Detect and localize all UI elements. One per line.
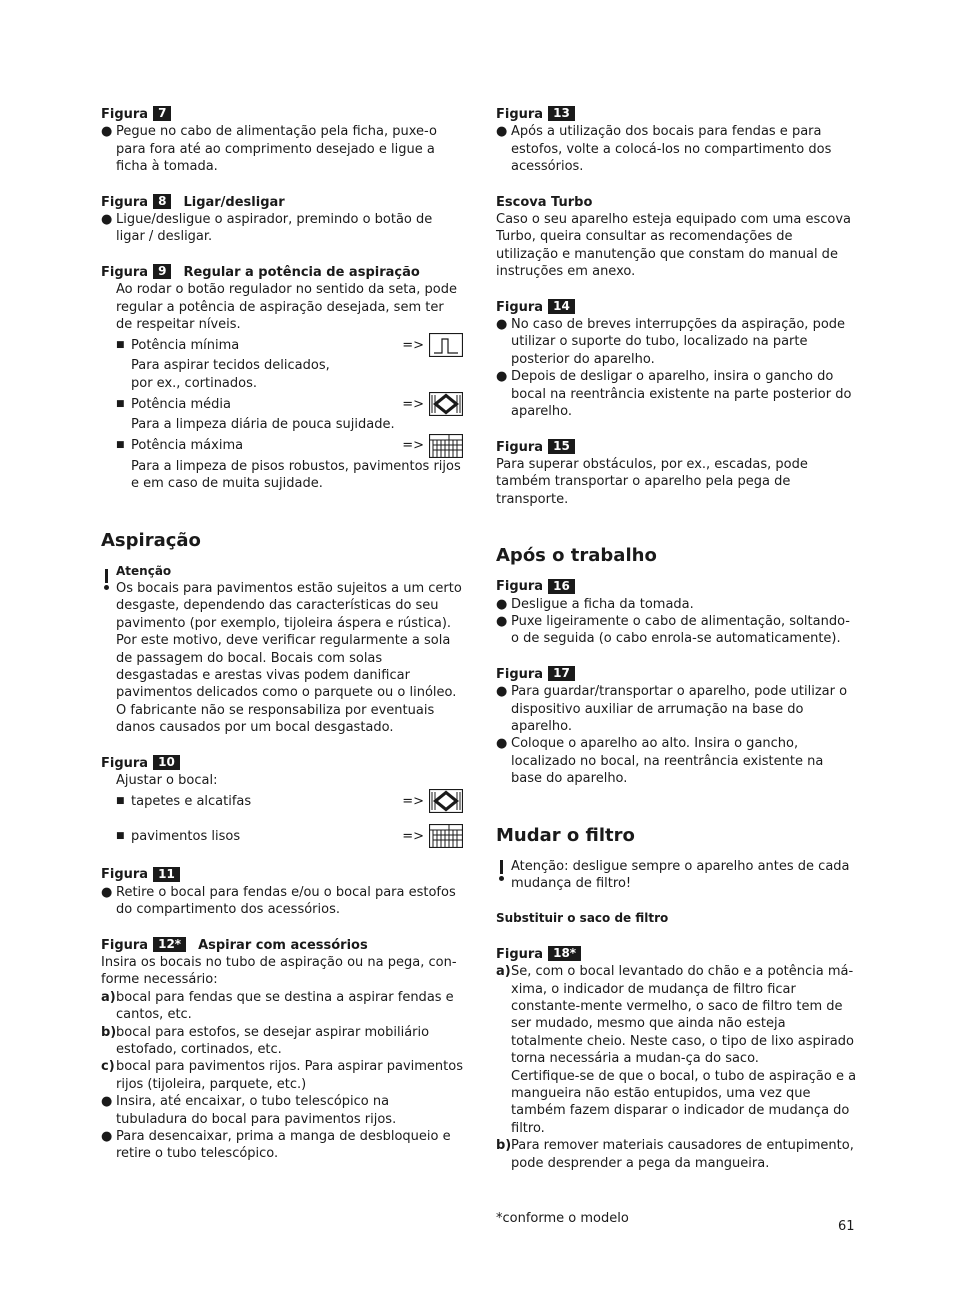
figure-16-heading: Figura 16 <box>496 578 858 595</box>
figure-14-heading: Figura 14 <box>496 299 858 316</box>
page-number: 61 <box>838 1219 855 1234</box>
minimum-power-icon <box>429 333 463 357</box>
bullet-item: ● No caso de breves interrupções da aspiração, pode utilizar o suporte do tubo, localizado na parte posterior do aparelho. <box>496 317 846 367</box>
figure-17-heading: Figura 17 <box>496 666 858 683</box>
bullet-item: ● Desligue a ficha da tomada. <box>496 596 694 612</box>
figure-12-heading: Figura 12* Aspirar com acessórios <box>101 937 368 953</box>
figure-15-heading: Figura 15 <box>496 439 858 456</box>
paragraph: Para a limpeza diária de pouca sujidade. <box>131 417 395 433</box>
hard-floor-icon <box>429 434 463 458</box>
list-item: b) Para remover materiais causadores de entupimento, pode desprender a pega da mangueira. <box>496 1138 854 1171</box>
paragraph: Para aspirar tecidos delicados, por ex., cortinados. <box>131 358 330 391</box>
paragraph: Ao rodar o botão regulador no sentido da seta, pode regular a potência de aspiração desejada, sem ter de respeitar níveis. <box>116 282 457 333</box>
nozzle-option-hard-floor: ■ pavimentos lisos => <box>116 824 463 848</box>
hard-floor-icon <box>429 824 463 848</box>
section-heading-aspiracao: Aspiração <box>101 529 201 551</box>
list-item: a) bocal para fendas que se destina a aspirar fendas e cantos, etc. <box>101 989 454 1023</box>
bullet-item: ● Retire o bocal para fendas e/ou o bocal para estofos do compartimento dos acessórios. <box>101 884 456 918</box>
figure-7-heading: Figura 7 <box>101 106 463 123</box>
figure-number-badge: 10 <box>153 755 180 770</box>
paragraph: Para superar obstáculos, por ex., escadas, pode também transportar o aparelho pela pega de transporte. <box>496 456 808 507</box>
paragraph: Ajustar o bocal: <box>116 772 218 788</box>
left-column <box>101 106 463 1163</box>
figure-number-badge: 12* <box>153 937 186 952</box>
warning-icon <box>496 858 511 893</box>
paragraph: Caso o seu aparelho esteja equipado com uma escova Turbo, queira consultar as recomendações de utilização e manutenção que constam do manual de instruções em anexo. <box>496 212 851 280</box>
power-level-minimum: ■ Potência mínima => <box>116 333 463 357</box>
figure-number-badge: 8 <box>153 194 171 209</box>
section-heading-mudar-filtro: Mudar o filtro <box>496 824 635 846</box>
attention-note: Atenção: desligue sempre o aparelho antes de cada mudança de filtro! <box>496 858 858 893</box>
carpet-diamond-icon <box>429 392 463 416</box>
carpet-diamond-icon <box>429 789 463 813</box>
figure-title: Ligar/desligar <box>183 194 285 210</box>
attention-note: Atenção Os bocais para pavimentos estão sujeitos a um certo desgaste, dependendo das características do seu pavimento (por exemplo, tijoleira áspera e rústica). Por este motivo, deve verificar regularmente a sola de passagem do bocal. Bocais com solas desgastadas e arestas vivas podem danificar pavimentos delicados como o parquete ou o linóleo. O fabricante não se responsabiliza por eventuais danos causados por um bocal desgastado. <box>101 563 463 737</box>
figure-18-heading: Figura 18* <box>496 946 858 963</box>
subsection-title: Substituir o saco de filtro <box>496 911 669 926</box>
bullet-item: ● Para desencaixar, prima a manga de desbloqueio e retire o tubo telescópico. <box>101 1129 451 1162</box>
bullet-item: ● Puxe ligeiramente o cabo de alimentação, soltando-o de seguida (o cabo enrola-se automaticamente). <box>496 613 850 647</box>
figure-9-heading: Figura 9 Regular a potência de aspiração <box>101 264 420 280</box>
footnote: *conforme o modelo <box>496 1211 629 1226</box>
figure-8-heading: Figura 8 Ligar/desligar <box>101 194 285 210</box>
paragraph: Para a limpeza de pisos robustos, pavimentos rijos e em caso de muita sujidade. <box>131 458 461 492</box>
bullet-item: ● Após a utilização dos bocais para fendas e para estofos, volte a colocá-los no compartimento dos acessórios. <box>496 124 832 175</box>
figure-title: Regular a potência de aspiração <box>183 264 420 280</box>
power-level-maximum: ■ Potência máxima => <box>116 434 463 458</box>
figure-11-heading: Figura 11 <box>101 866 463 883</box>
list-item: c) bocal para pavimentos rijos. Para aspirar pavimentos rijos (tijoleira, parquete, etc.) <box>101 1059 463 1092</box>
figure-number-badge: 11 <box>153 867 180 882</box>
figure-number-badge: 17 <box>548 666 575 681</box>
figure-number-badge: 15 <box>548 439 575 454</box>
figure-title: Aspirar com acessórios <box>198 937 368 953</box>
bullet-item: ● Para guardar/transportar o aparelho, pode utilizar o dispositivo auxiliar de arrumação na base do aparelho. <box>496 684 848 734</box>
list-item: b) bocal para estofos, se desejar aspirar mobiliário estofado, cortinados, etc. <box>101 1024 430 1058</box>
figure-number-badge: 13 <box>548 106 575 121</box>
power-level-medium: ■ Potência média => <box>116 392 463 416</box>
bullet-item: ● Ligue/desligue o aspirador, premindo o botão de ligar / desligar. <box>101 212 433 245</box>
list-item: a) Se, com o bocal levantado do chão e a potência má-xima, o indicador de mudança de filtro ficar constante-mente vermelho, o saco de filtro tem de ser mudado, mesmo que ainda não esteja totalmente cheio. Neste caso, o tipo de lixo aspirado torna necessária a mudan-ça do saco. Certifique-se de que o bocal, o tubo de aspiração e a mangueira não estão entupidos, uma vez que também fazem disparar o indicador de mudança do filtro. <box>496 964 857 1136</box>
paragraph: Insira os bocais no tubo de aspiração ou na pega, con-forme necessário: <box>101 955 457 988</box>
bullet-item: ● Insira, até encaixar, o tubo telescópico na tubuladura do bocal para pavimentos rijos. <box>101 1094 397 1127</box>
figure-number-badge: 7 <box>153 106 171 121</box>
section-heading-apos-trabalho: Após o trabalho <box>496 545 657 567</box>
figure-number-badge: 18* <box>548 946 581 961</box>
figure-number-badge: 16 <box>548 579 575 594</box>
turbo-brush-title: Escova Turbo <box>496 194 593 210</box>
right-column <box>496 106 858 1172</box>
figure-10-heading: Figura 10 <box>101 755 463 772</box>
figure-number-badge: 9 <box>153 264 171 279</box>
bullet-item: ● Depois de desligar o aparelho, insira o gancho do bocal na reentrância existente na parte posterior do aparelho. <box>496 369 852 420</box>
bullet-item: ● Pegue no cabo de alimentação pela ficha, puxe-o para fora até ao comprimento desejado e ligue a ficha à tomada. <box>101 124 437 175</box>
warning-icon <box>101 563 116 737</box>
figure-13-heading: Figura 13 <box>496 106 858 123</box>
figure-number-badge: 14 <box>548 299 575 314</box>
bullet-item: ● Coloque o aparelho ao alto. Insira o gancho, localizado no bocal, na reentrância existente na base do aparelho. <box>496 736 824 787</box>
nozzle-option-carpet: ■ tapetes e alcatifas => <box>116 789 463 813</box>
